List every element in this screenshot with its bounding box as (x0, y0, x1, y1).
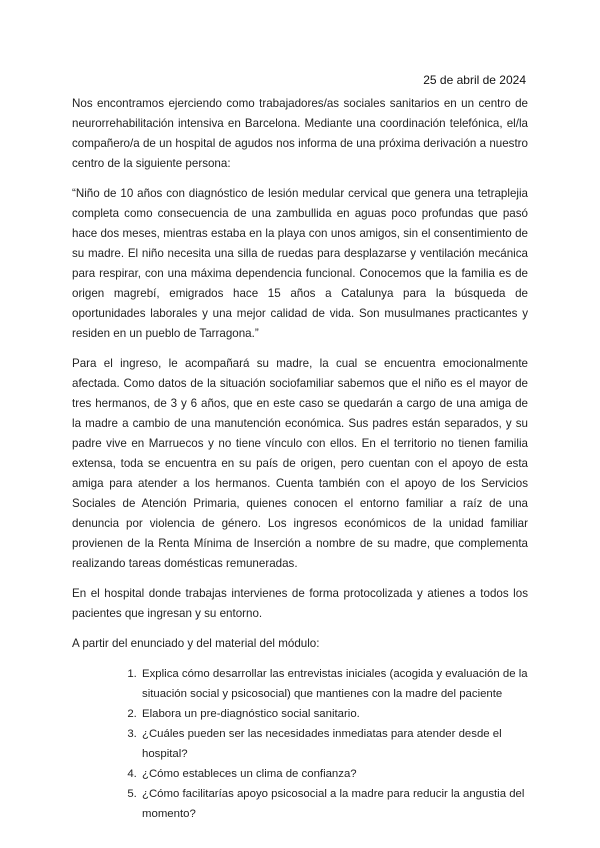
question-item: 4. ¿Cómo estableces un clima de confianza? (140, 764, 528, 784)
document-body (72, 94, 528, 824)
intro-paragraph: Nos encontramos ejerciendo como trabajadores/as sociales sanitarios en un centro de neurorrehabilitación intensiva en Barcelona. Mediante una coordinación telefónica, el/la compañero/a de un hospital de agudos nos informa de una próxima derivación a nuestro centro de la siguiente persona: (72, 97, 528, 170)
family-situation-paragraph: Para el ingreso, le acompañará su madre, la cual se encuentra emocionalmente afectada. Como datos de la situación sociofamiliar sabemos que el niño es el mayor de tres hermanos, de 3 y 6 años, que en este caso se quedarán a cargo de una amiga de la madre a cambio de una manutención económica. Sus padres están separados, y su padre vive en Marruecos y no tiene vínculo con ellos. En el territorio no tienen familia extensa, toda se encuentra en su país de origen, pero cuentan con el apoyo de esta amiga para atender a los hermanos. Cuenta también con el apoyo de los Servicios Sociales de Atención Primaria, quienes conocen el entorno familiar a raíz de una denuncia por violencia de género. Los ingresos económicos de la unidad familiar provienen de la Renta Mínima de Inserción a nombre de su madre, que complementa realizando tareas domésticas remuneradas. (72, 357, 528, 570)
document-date: 25 de abril de 2024 (423, 73, 526, 87)
question-item: 3. ¿Cuáles pueden ser las necesidades inmediatas para atender desde el hospital? (140, 724, 528, 764)
task-prompt: A partir del enunciado y del material del módulo: (72, 637, 320, 650)
questions-list (72, 664, 528, 824)
question-item: 5. ¿Cómo facilitarías apoyo psicosocial a la madre para reducir la angustia del momento? (140, 784, 528, 824)
hospital-paragraph: En el hospital donde trabajas intervienes de forma protocolizada y atienes a todos los pacientes que ingresan y su entorno. (72, 587, 528, 620)
question-item: 2. Elabora un pre-diagnóstico social sanitario. (140, 704, 528, 724)
question-item: 1. Explica cómo desarrollar las entrevistas iniciales (acogida y evaluación de la situación social y psicosocial) que mantienes con la madre del paciente (140, 664, 528, 704)
case-quote-paragraph: “Niño de 10 años con diagnóstico de lesión medular cervical que genera una tetraplejia completa como consecuencia de una zambullida en aguas poco profundas que pasó hace dos meses, mientras estaba en la playa con unos amigos, sin el consentimiento de su madre. El niño necesita una silla de ruedas para desplazarse y ventilación mecánica para respirar, con una máxima dependencia funcional. Conocemos que la familia es de origen magrebí, emigrados hace 15 años a Catalunya para la búsqueda de oportunidades laborales y una mejor calidad de vida. Son musulmanes practicantes y residen en un pueblo de Tarragona.” (72, 187, 528, 340)
